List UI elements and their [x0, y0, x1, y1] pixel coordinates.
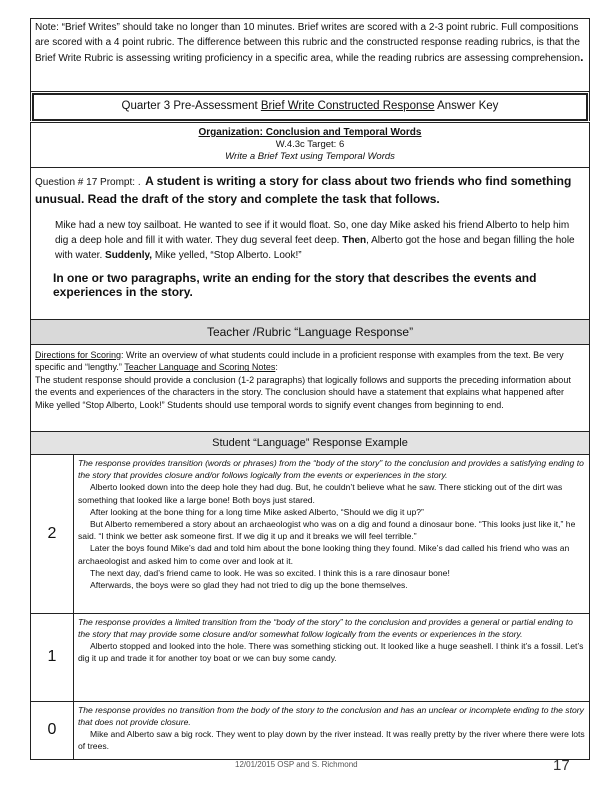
title-underlined: Brief Write Constructed Response [260, 100, 435, 112]
directions-text: : Write an overview of what students could include in a proficient response with examples from the text. Be very specific and “lengthy.” [35, 350, 564, 373]
note-box [30, 18, 590, 91]
score-row [31, 455, 589, 613]
question-box [30, 167, 590, 319]
notes-colon: : [275, 362, 278, 373]
response-paragraph: Later the boys found Mike’s dad and told him about the bone looking thing they found. Mike’s dad called his friend who was an archaeologist and asked him to come over and look at it. [78, 543, 570, 566]
organization-box [30, 122, 590, 167]
question-label: Question # 17 Prompt: . [35, 177, 141, 188]
score-description [74, 613, 590, 701]
ending-prompt: In one or two paragraphs, write an ending for the story that describes the events and experiences in the story. [53, 271, 537, 299]
response-paragraph: Afterwards, the boys were so glad they had not tried to dig up the bone themselves. [90, 580, 408, 591]
response-paragraph: Alberto looked down into the deep hole they had dug. But, he couldn’t believe what he saw. There sticking out of the dirt was something that looked like a large bone! Both boys just stared. [78, 482, 563, 505]
score-row [31, 613, 589, 701]
temporal-word-then: Then [342, 235, 367, 246]
note-end: . [580, 50, 584, 64]
page-number: 17 [553, 757, 570, 774]
directions-label: Directions for Scoring [35, 350, 122, 360]
example-box [30, 431, 590, 760]
title-suffix: Answer Key [434, 100, 499, 112]
notes-label: Teacher Language and Scoring Notes [124, 362, 276, 373]
page-title [32, 93, 588, 121]
example-header: Student “Language” Response Example [31, 432, 589, 455]
score-description [74, 455, 590, 613]
score-lead: The response provides transition (words or phrases) from the “body of the story” to the conclusion and provides a satisfying ending to the story that provides closure and/or follows logically from the events or experiences in the story. [78, 458, 584, 481]
response-paragraph: Mike and Alberto saw a big rock. They went to play down by the river instead. It was really pretty by the river where there were lots of trees. [78, 728, 585, 752]
scoring-directions [31, 345, 589, 431]
response-paragraph: Alberto stopped and looked into the hole. There was something sticking out. It looked like a huge seashell. I think it’s a fossil. Let’s dig it up and trade it for another toy boat or we can buy some candy. [78, 640, 584, 664]
title-box [30, 91, 590, 121]
standard-target: W.4.3c Target: 6 [275, 139, 345, 150]
rubric-box [30, 319, 590, 431]
question-prompt: A student is writing a story for class about two friends who find something unusual. Read the draft of the story and complete the task that follows. [35, 174, 572, 206]
score-row [31, 701, 589, 759]
score-value: 0 [31, 701, 74, 759]
rubric-header: Teacher /Rubric “Language Response” [31, 320, 589, 345]
notes-text: The student response should provide a conclusion (1-2 paragraphs) that logically follows and supports the preceding information about the events and experiences of the characters in the story. The conclusion should have a statement that explains what happened after Mike yelled “Stop Alberto, Look!” Students should use temporal words to signify event changes from beginning to end. [35, 374, 571, 410]
score-value: 1 [31, 613, 74, 701]
story-draft [55, 218, 579, 263]
footer-credit: 12/01/2015 OSP and S. Richmond [235, 760, 358, 769]
answer-key-page [30, 18, 590, 760]
organization-heading: Organization: Conclusion and Temporal Words [198, 127, 422, 138]
score-description [74, 701, 590, 759]
story-part-2: , Alberto got the hose and began filling the hole with water. [55, 235, 575, 261]
response-paragraph: After looking at the bone thing for a long time Mike asked Alberto, “Should we dig it up?” [90, 506, 424, 517]
score-value: 2 [31, 455, 74, 613]
response-paragraph: The next day, dad’s friend came to look. He was so excited. I think this is a rare dinosaur bone! [90, 567, 450, 578]
note-text: Note: “Brief Writes” should take no longer than 10 minutes. Brief writes are scored with a 2-3 point rubric. Full compositions are scored with a 4 point rubric. The difference between this rubric and the constructed response reading rubrics, is that the Brief Write Rubric is assessing writing proficiency in a specific area, while the reading rubrics are assessing comprehension [35, 22, 581, 64]
response-paragraph: But Alberto remembered a story about an archaeologist who was on a dig and found a dinosaur bone. “This looks just like it,” he said. “I think we better ask someone first. If we dig it up and it breaks we will feel terrible.” [78, 519, 576, 542]
task-description: Write a Brief Text using Temporal Words [225, 151, 395, 162]
score-table [31, 455, 589, 759]
temporal-word-suddenly: Suddenly, [105, 250, 153, 261]
score-lead: The response provides no transition from the body of the story to the conclusion and has an unclear or incomplete ending to the story that does not provide closure. [78, 704, 584, 727]
story-part-3: Mike yelled, “Stop Alberto. Look!” [152, 250, 302, 261]
story-part-1: Mike had a new toy sailboat. He wanted to see if it would float. So, one day Mike asked his friend Alberto to help him dig a deep hole and fill it with water. They dug several feet deep. [55, 220, 570, 246]
title-prefix: Quarter 3 Pre-Assessment [121, 100, 261, 112]
score-lead: The response provides a limited transition from the “body of the story” to the conclusion and provides a general or partial ending to the story that may provide some closure and/or somewhat follow logically from the events or experiences in the story. [78, 616, 573, 639]
